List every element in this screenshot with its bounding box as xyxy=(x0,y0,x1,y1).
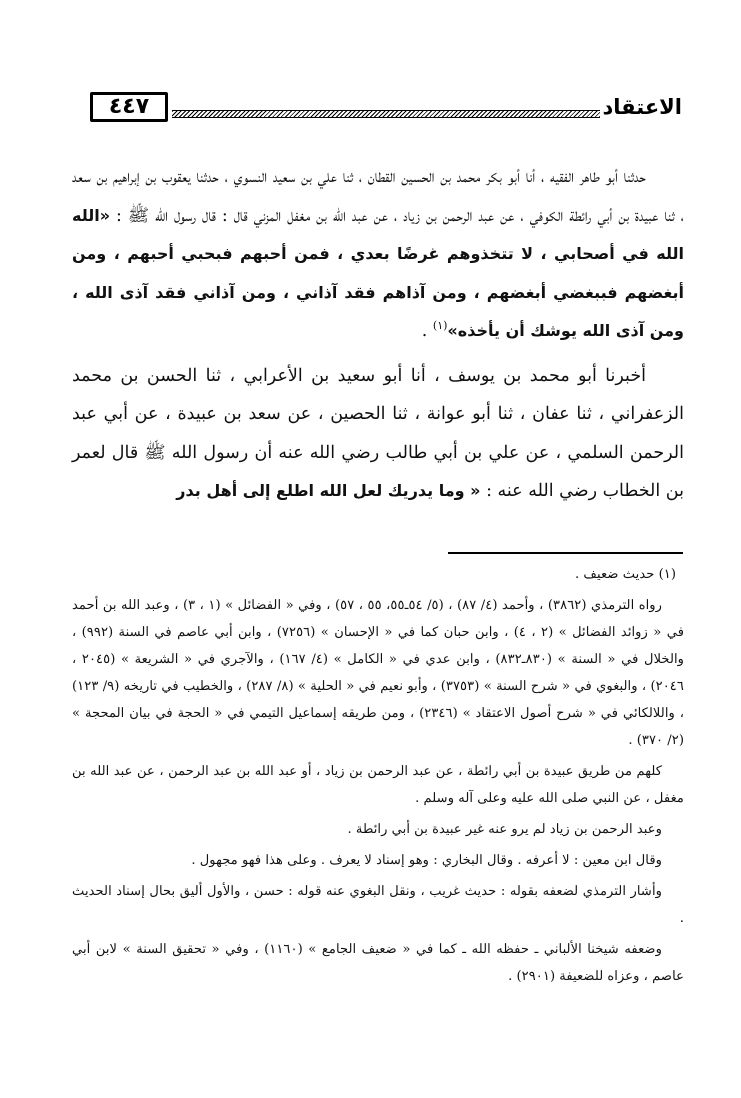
footnote-ref-1[interactable]: (١) xyxy=(432,319,448,333)
paragraph-1 xyxy=(72,158,684,351)
footnote-albani: وضعفه شيخنا الألباني ـ حفظه الله ـ كما في « ضعيف الجامع » (١١٦٠) ، وفي « تحقيق السنة » لابن أبي عاصم ، وعزاه للضعيفة (٢٩٠١) . xyxy=(72,942,684,984)
footnotes xyxy=(72,561,684,994)
footnote-narrator: وعبد الرحمن بن زياد لم يرو عنه غير عبيدة بن أبي رائطة . xyxy=(347,822,662,837)
isnad-2: أخبرنا أبو محمد بن يوسف ، أنا أبو سعيد بن الأعرابي ، ثنا الحسن بن محمد الزعفراني ، ثنا عفان ، ثنا أبو عوانة ، ثنا الحصين ، عن سعد بن عبيدة ، عن أبي عبد الرحمن السلمي ، عن علي بن أبي طالب رضي الله عنه أن رسول الله ﷺ قال لعمر بن الخطاب رضي الله عنه : xyxy=(72,365,684,501)
footnote-1-heading: (١) حديث ضعيف . xyxy=(574,567,676,582)
paragraph-2 xyxy=(72,357,684,511)
footnote-ibn-maeen: وقال ابن معين : لا أعرفه . وقال البخاري : وهو إسناد لا يعرف . وعلى هذا فهو مجهول . xyxy=(191,853,662,868)
hadith-text-1: «الله الله في أصحابي ، لا تتخذوهم غرضًا بعدي ، فمن أحبهم فبحبي أحبهم ، ومن أبغضهم فببغضي أبغضهم ، ومن آذاهم فقد آذاني ، ومن آذاني فقد آذى الله ، ومن آذى الله يوشك أن يأخذه» xyxy=(72,205,684,340)
footnote-tirmidhi: وأشار الترمذي لضعفه بقوله : حديث غريب ، ونقل البغوي عنه قوله : حسن ، والأول أليق بحال إسناد الحديث . xyxy=(72,884,684,926)
isnad-1: حدثنا أبو طاهر الفقيه ، أنا أبو بكر محمد بن الحسين القطان ، ثنا علي بن سعيد النسوي ، حدثنا يعقوب بن إبراهيم بن سعد ، ثنا عبيدة بن أبي رائطة الكوفي ، عن عبد الرحمن بن زياد ، عن عبد الله بن مغفل المزني قال : قال رسول الله ﷺ : xyxy=(72,167,684,226)
footnote-chain: كلهم من طريق عبيدة بن أبي رائطة ، عن عبد الرحمن بن زياد ، أو عبد الله بن عبد الرحمن ، عن عبد الله بن مغفل ، عن النبي صلى الله عليه وعلى آله وسلم . xyxy=(72,764,684,806)
footnote-takhrij: رواه الترمذي (٣٨٦٢) ، وأحمد (٤/ ٨٧) ، (٥/ ٥٤ـ٥٥، ٥٥ ، ٥٧) ، وفي « الفضائل » (١ ، ٣) ، وعبد الله بن أحمد في « زوائد الفضائل » (٢ ، ٤) ، وابن حبان كما في « الإحسان » (٧٢٥٦) ، وابن أبي عاصم في السنة (٩٩٢) ، والخلال في « السنة » (٨٣٠ـ٨٣٢) ، وابن عدي في « الكامل » (٤/ ١٦٧) ، والآجري في « الشريعة » (٢٠٤٥ ، ٢٠٤٦) ، والبغوي في « شرح السنة » (٣٧٥٣) ، وأبو نعيم في « الحلية » (٨/ ٢٨٧) ، والخطيب في تاريخه (٩/ ١٢٣) ، واللالكائي في « شرح أصول الاعتقاد » (٢٣٤٦) ، ومن طريقه إسماعيل التيمي في « الحجة في بيان المحجة » (٢/ ٣٧٠) . xyxy=(72,598,685,748)
main-text xyxy=(72,158,684,517)
header-rule xyxy=(172,110,600,118)
running-title: الاعتقاد xyxy=(602,95,682,119)
page-header xyxy=(90,88,682,132)
footnote-separator xyxy=(448,552,683,554)
paragraph-1-end: . xyxy=(421,321,433,341)
page-number: ٤٤٧ xyxy=(90,92,168,122)
hadith-text-2: « وما يدريك لعل الله اطلع إلى أهل بدر xyxy=(176,481,481,500)
